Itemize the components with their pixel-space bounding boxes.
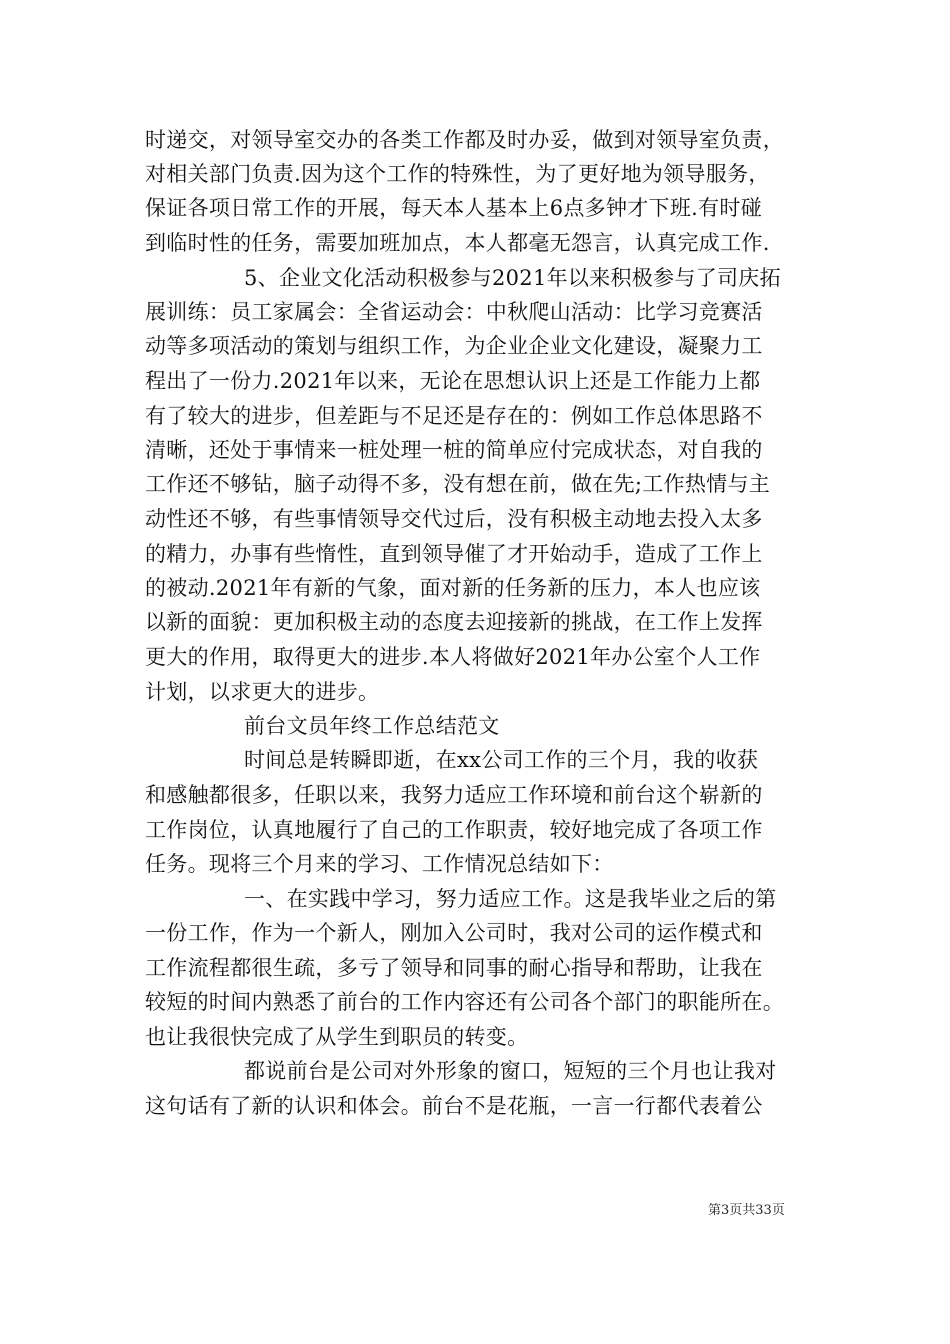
text-line: 计划，以求更大的进步。: [145, 680, 380, 704]
text-line: 动性还不够，有些事情领导交代过后，没有积极主动地去投入太多: [145, 507, 763, 531]
text-line: 动等多项活动的策划与组织工作，为企业企业文化建设，凝聚力工: [145, 334, 763, 358]
text-line: 展训练：员工家属会：全省运动会：中秋爬山活动：比学习竞赛活: [145, 300, 763, 324]
text-line: 对相关部门负责.因为这个工作的特殊性，为了更好地为领导服务，: [145, 162, 770, 186]
text-line: 以新的面貌：更加积极主动的态度去迎接新的挑战，在工作上发挥: [145, 610, 763, 634]
paragraph-start-line: 都说前台是公司对外形象的窗口，短短的三个月也让我对: [244, 1059, 777, 1083]
text-line: 任务。现将三个月来的学习、工作情况总结如下：: [145, 852, 614, 876]
text-line: 程出了一份力.2021年以来，无论在思想认识上还是工作能力上都: [145, 369, 761, 393]
text-line: 工作岗位，认真地履行了自己的工作职责，较好地完成了各项工作: [145, 818, 763, 842]
text-line: 也让我很快完成了从学生到职员的转变。: [145, 1025, 529, 1049]
text-line: 较短的时间内熟悉了前台的工作内容还有公司各个部门的职能所在。: [145, 990, 784, 1014]
text-line: 保证各项日常工作的开展，每天本人基本上6点多钟才下班.有时碰: [145, 196, 763, 220]
text-line: 的精力，办事有些惰性，直到领导催了才开始动手，造成了工作上: [145, 542, 763, 566]
paragraph-start-line: 5、企业文化活动积极参与2021年以来积极参与了司庆拓: [244, 266, 781, 290]
page-number-footer: 第3页共33页: [708, 1203, 785, 1218]
text-line: 的被动.2021年有新的气象，面对新的任务新的压力，本人也应该: [145, 576, 761, 600]
section-title: 前台文员年终工作总结范文: [244, 714, 500, 738]
text-line: 这句话有了新的认识和体会。前台不是花瓶，一言一行都代表着公: [145, 1094, 763, 1118]
text-line: 更大的作用，取得更大的进步.本人将做好2021年办公室个人工作: [145, 645, 761, 669]
text-line: 工作还不够钻，脑子动得不多，没有想在前，做在先;工作热情与主: [145, 472, 771, 496]
text-line: 一份工作，作为一个新人，刚加入公司时，我对公司的运作模式和: [145, 921, 763, 945]
paragraph-start-line: 时间总是转瞬即逝，在xx公司工作的三个月，我的收获: [244, 748, 759, 772]
paragraph-start-line: 一、在实践中学习，努力适应工作。这是我毕业之后的第: [244, 887, 777, 911]
text-line: 到临时性的任务，需要加班加点，本人都毫无怨言，认真完成工作.: [145, 231, 770, 255]
text-line: 和感触都很多，任职以来，我努力适应工作环境和前台这个崭新的: [145, 783, 763, 807]
text-line: 清晰，还处于事情来一桩处理一桩的简单应付完成状态，对自我的: [145, 438, 763, 462]
text-line: 有了较大的进步，但差距与不足还是存在的：例如工作总体思路不: [145, 404, 763, 428]
text-line: 时递交，对领导室交办的各类工作都及时办妥，做到对领导室负责，: [145, 128, 784, 152]
text-line: 工作流程都很生疏，多亏了领导和同事的耐心指导和帮助，让我在: [145, 956, 763, 980]
